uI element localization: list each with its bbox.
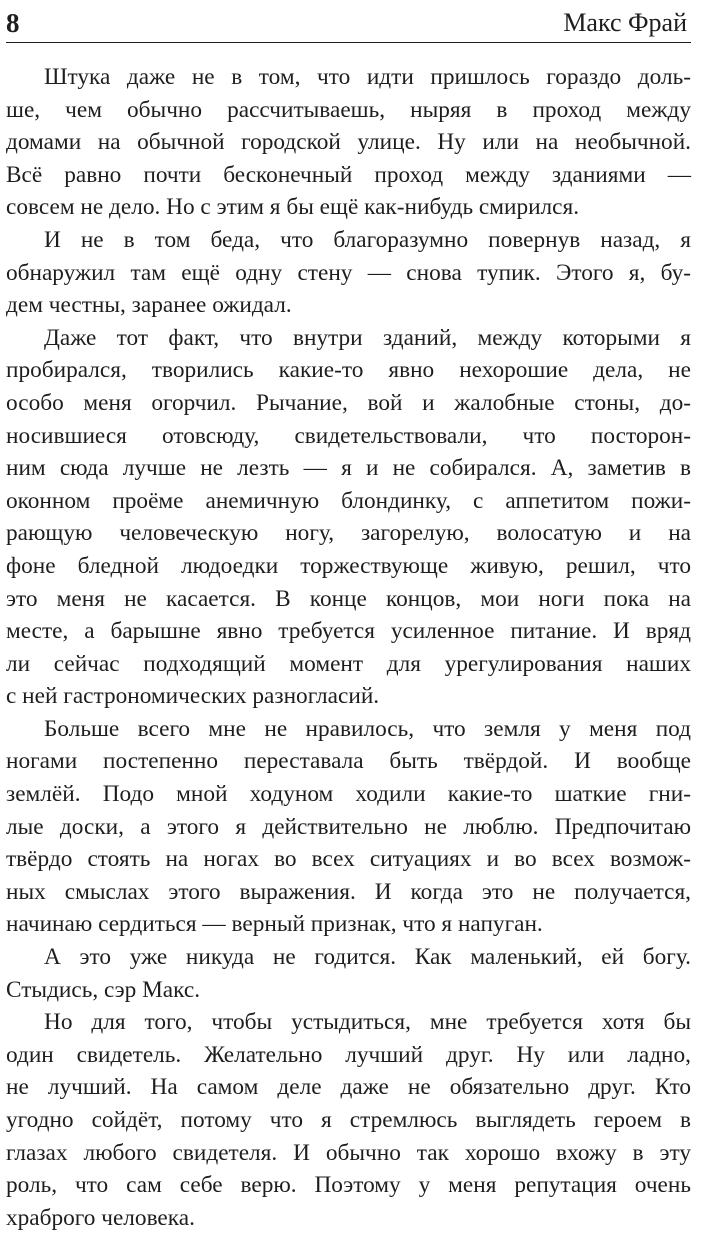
text-line: месте, а барышне явно требуется усиленное питание. И вряд xyxy=(6,618,691,645)
text-line: угодно сойдёт, потому что я стремлюсь выглядеть героем в xyxy=(6,1107,691,1133)
paragraph xyxy=(6,322,691,713)
text-line: начинаю сердиться — верный признак, что я напуган. xyxy=(6,911,543,938)
text-line: особо меня огорчил. Рычание, вой и жалобные стоны, до- xyxy=(6,389,691,416)
page-header xyxy=(6,6,691,43)
text-line: храброго человека. xyxy=(6,1204,195,1231)
text-line: фоне бледной людоедки торжествующе живую, решил, что xyxy=(6,552,691,579)
text-line: совсем не дело. Но с этим я бы ещё как-нибудь смирился. xyxy=(6,194,580,221)
text-line: А это уже никуда не годится. Как маленький, ей богу. xyxy=(44,944,691,971)
paragraph xyxy=(6,61,691,224)
text-line: роль, что сам себе верю. Поэтому у меня репутация очень xyxy=(6,1172,691,1199)
text-line: рающую человеческую ногу, загорелую, волосатую и на xyxy=(6,520,691,547)
text-line: ше, чем обычно рассчитываешь, ныряя в проход между xyxy=(6,96,691,123)
text-line: Всё равно почти бесконечный проход между зданиями — xyxy=(6,161,691,188)
text-line: носившиеся отовсюду, свидетельствовали, что посторон- xyxy=(6,422,691,449)
running-head-author: Макс Фрай xyxy=(563,8,687,37)
text-line: лые доски, а этого я действительно не люблю. Предпочитаю xyxy=(6,813,691,840)
body-text xyxy=(6,61,691,1234)
text-line: оконном проёме анемичную блондинку, с аппетитом пожи- xyxy=(6,487,691,514)
text-line: глазах любого свидетеля. И обычно так хорошо вхожу в эту xyxy=(6,1139,691,1166)
text-line: ногами постепенно переставала быть твёрдой. И вообще xyxy=(6,748,691,775)
text-line: Штука даже не в том, что идти пришлось гораздо доль- xyxy=(44,64,691,90)
text-line: дем честны, заранее ожидал. xyxy=(6,292,292,319)
text-line: Но для того, чтобы устыдиться, мне требуется хотя бы xyxy=(44,1009,691,1036)
text-line: обнаружил там ещё одну стену — снова тупик. Этого я, бу- xyxy=(6,259,691,286)
text-line: домами на обычной городской улице. Ну или на необычной. xyxy=(6,129,691,156)
paragraph xyxy=(6,713,691,941)
text-line: ли сейчас подходящий момент для урегулирования наших xyxy=(6,650,691,677)
text-line: один свидетель. Желательно лучший друг. Ну или ладно, xyxy=(6,1041,691,1068)
page-number: 8 xyxy=(6,8,20,38)
text-line: ним сюда лучше не лезть — я и не собирался. А, заметив в xyxy=(6,455,691,482)
paragraph xyxy=(6,224,691,322)
text-line: землёй. Подо мной ходуном ходили какие-то шаткие гни- xyxy=(6,781,691,808)
text-line: И не в том беда, что благоразумно повернув назад, я xyxy=(44,226,691,253)
text-line: Стыдись, сэр Макс. xyxy=(6,976,201,1003)
text-line: с ней гастрономических разногласий. xyxy=(6,683,380,710)
paragraph xyxy=(6,941,691,1006)
text-line: это меня не касается. В конце концов, мои ноги пока на xyxy=(6,585,691,612)
text-line: твёрдо стоять на ногах во всех ситуациях и во всех возмож- xyxy=(6,846,691,873)
text-line: Больше всего мне не нравилось, что земля у меня под xyxy=(44,715,691,742)
text-line: не лучший. На самом деле даже не обязательно друг. Кто xyxy=(6,1074,691,1101)
text-line: Даже тот факт, что внутри зданий, между которыми я xyxy=(44,324,691,351)
text-line: ных смыслах этого выражения. И когда это не получается, xyxy=(6,878,691,905)
text-line: пробирался, творились какие-то явно нехорошие дела, не xyxy=(6,357,691,384)
